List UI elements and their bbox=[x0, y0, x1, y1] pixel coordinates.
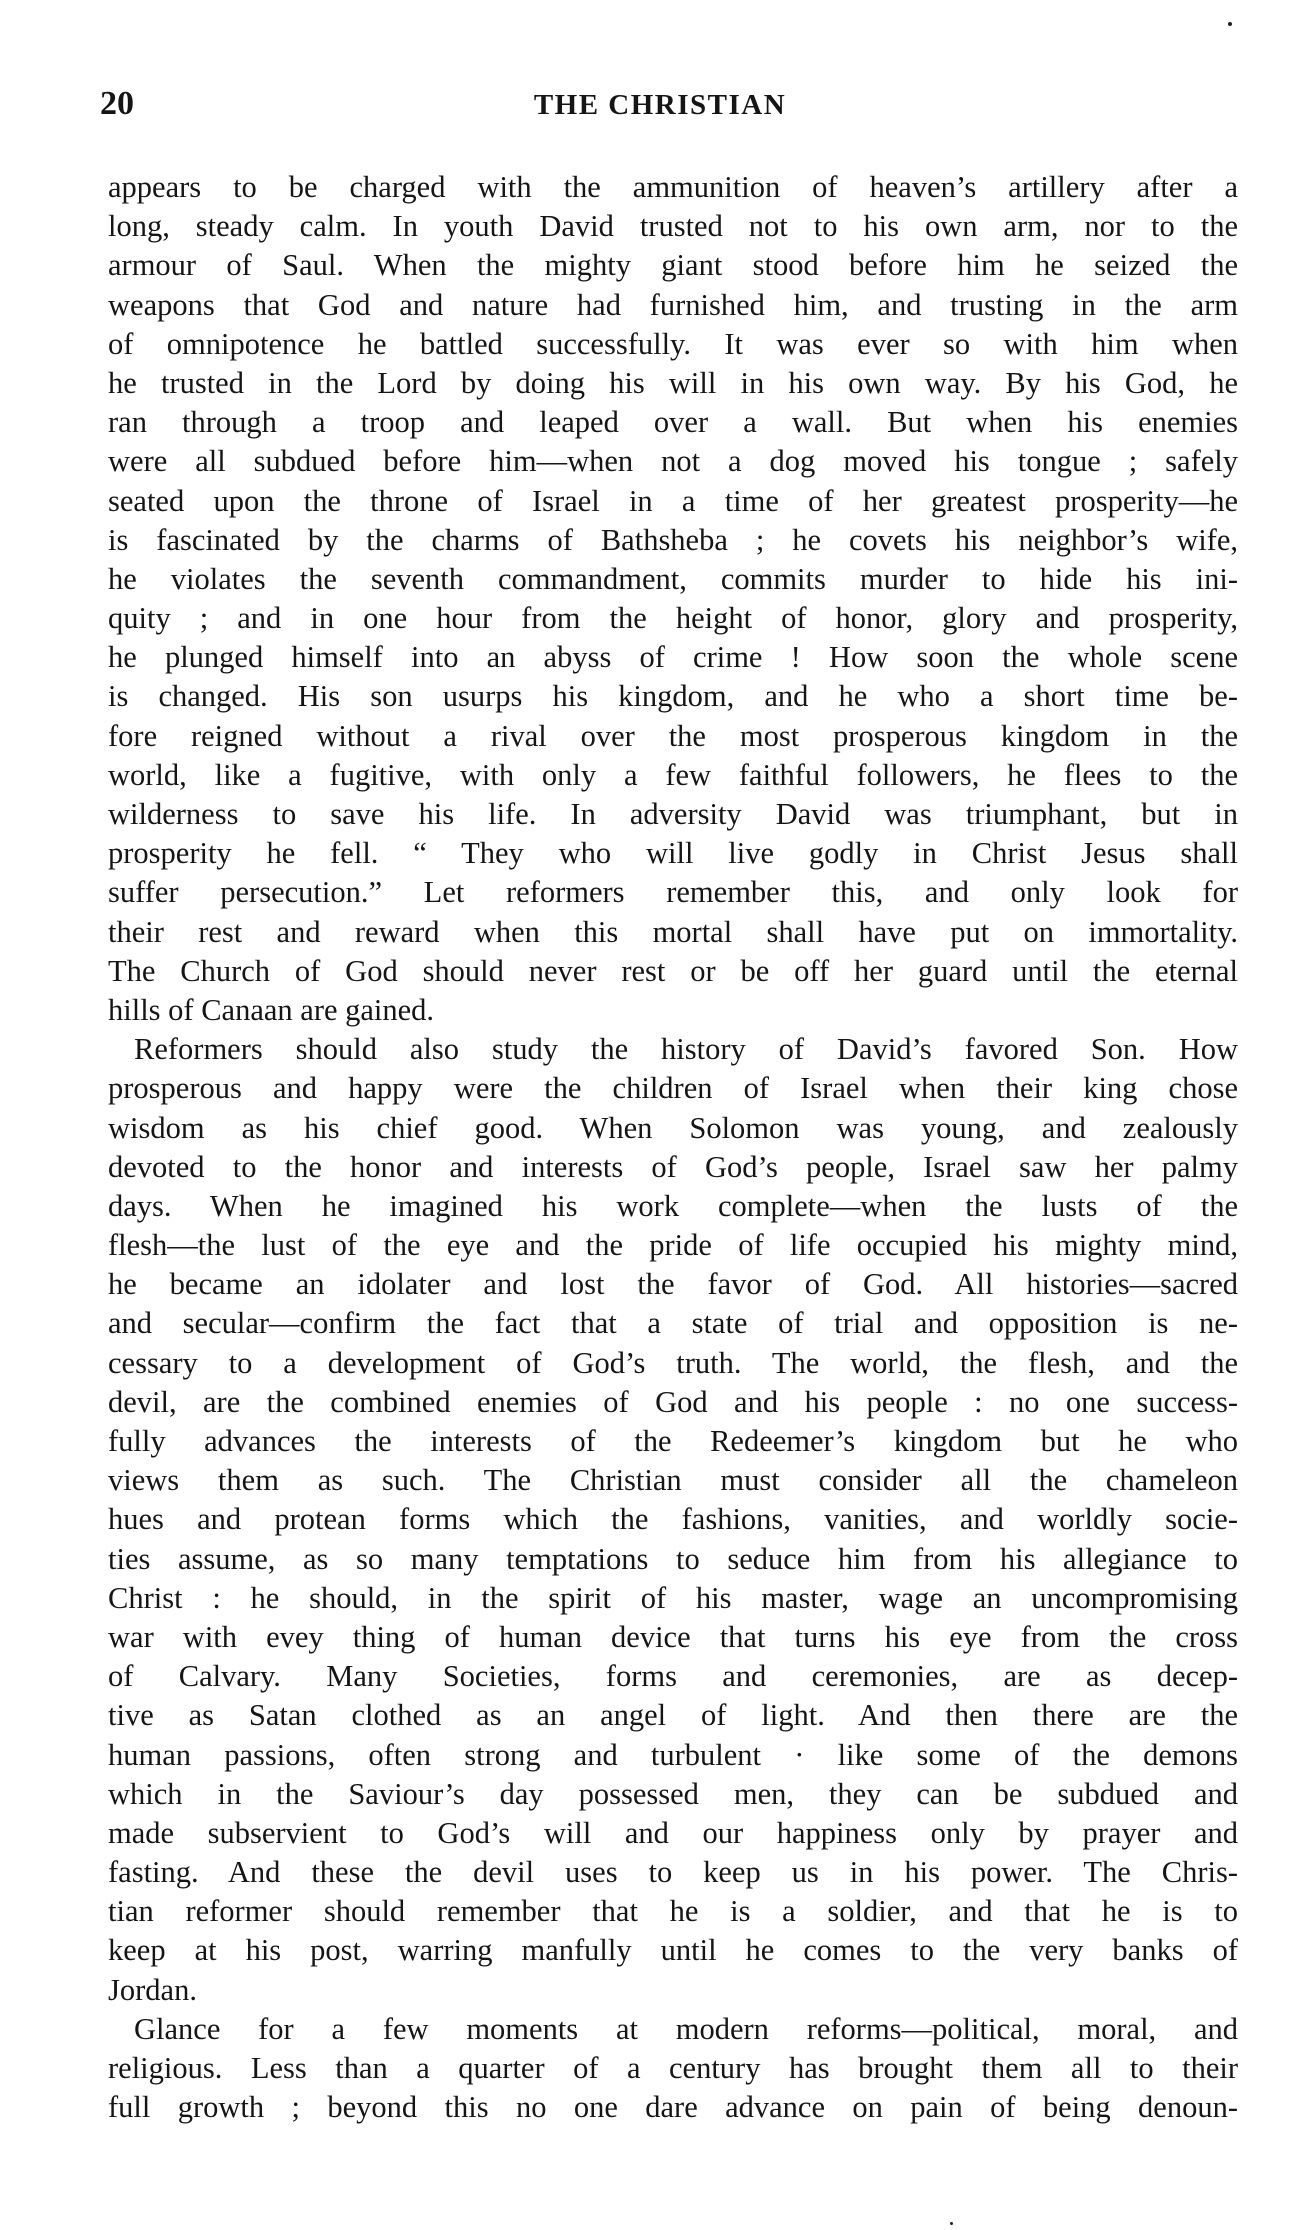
text-line: The Church of God should never rest or be off her guard until the eternal bbox=[108, 953, 1238, 988]
text-line: keep at his post, warring manfully until he comes to the very banks of bbox=[108, 1933, 1238, 1968]
body-text bbox=[108, 168, 1238, 2127]
text-line: flesh—the lust of the eye and the pride of life occupied his mighty mind, bbox=[108, 1228, 1238, 1263]
text-line: prosperous and happy were the children of Israel when their king chose bbox=[108, 1071, 1238, 1106]
text-line: days. When he imagined his work complete—when the lusts of the bbox=[108, 1188, 1238, 1223]
text-line: ran through a troop and leaped over a wall. But when his enemies bbox=[108, 405, 1238, 440]
text-line: Christ : he should, in the spirit of his master, wage an uncompromising bbox=[108, 1580, 1238, 1615]
text-line: of Calvary. Many Societies, forms and ceremonies, are as decep- bbox=[108, 1659, 1238, 1694]
text-line: tive as Satan clothed as an angel of light. And then there are the bbox=[108, 1698, 1238, 1733]
text-line: which in the Saviour’s day possessed men, they can be subdued and bbox=[108, 1776, 1238, 1811]
text-line: war with evey thing of human device that turns his eye from the cross bbox=[108, 1619, 1238, 1654]
text-line: seated upon the throne of Israel in a time of her greatest prosperity—he bbox=[108, 483, 1238, 518]
text-line: fully advances the interests of the Redeemer’s kingdom but he who bbox=[108, 1424, 1238, 1458]
text-line: Jordan. bbox=[108, 1972, 197, 2007]
text-line: long, steady calm. In youth David trusted not to his own arm, nor to the bbox=[108, 209, 1238, 244]
text-line: he became an idolater and lost the favor of God. All histories—sacred bbox=[108, 1267, 1238, 1302]
text-line: views them as such. The Christian must consider all the chameleon bbox=[108, 1463, 1238, 1498]
text-line: religious. Less than a quarter of a century has brought them all to their bbox=[108, 2051, 1238, 2085]
text-line: suffer persecution.” Let reformers remember this, and only look for bbox=[108, 875, 1238, 910]
ink-speck bbox=[1228, 22, 1232, 26]
text-line: hues and protean forms which the fashions, vanities, and worldly socie- bbox=[108, 1502, 1238, 1537]
text-line: human passions, often strong and turbulent · like some of the demons bbox=[108, 1737, 1238, 1772]
text-line: Reformers should also study the history of David’s favored Son. How bbox=[134, 1032, 1238, 1067]
text-line: cessary to a development of God’s truth. The world, the flesh, and the bbox=[108, 1345, 1238, 1380]
text-line: quity ; and in one hour from the height of honor, glory and prosperity, bbox=[108, 601, 1238, 636]
text-line: of omnipotence he battled successfully. It was ever so with him when bbox=[108, 326, 1238, 361]
text-line: he plunged himself into an abyss of crime ! How soon the whole scene bbox=[108, 640, 1238, 675]
text-line: ties assume, as so many temptations to seduce him from his allegiance to bbox=[108, 1541, 1238, 1576]
text-line: wisdom as his chief good. When Solomon was young, and zealously bbox=[108, 1110, 1238, 1145]
text-line: appears to be charged with the ammunition of heaven’s artillery after a bbox=[108, 170, 1238, 204]
text-line: prosperity he fell. “ They who will live godly in Christ Jesus shall bbox=[108, 836, 1238, 871]
text-line: he violates the seventh commandment, commits murder to hide his ini- bbox=[108, 561, 1238, 596]
text-line: is fascinated by the charms of Bathsheba ; he covets his neighbor’s wife, bbox=[108, 522, 1238, 557]
text-line: hills of Canaan are gained. bbox=[108, 992, 435, 1027]
text-line: made subservient to God’s will and our happiness only by prayer and bbox=[108, 1815, 1238, 1850]
text-line: wilderness to save his life. In adversity David was triumphant, but in bbox=[108, 797, 1238, 831]
text-line: he trusted in the Lord by doing his will in his own way. By his God, he bbox=[108, 365, 1238, 400]
text-line: and secular—confirm the fact that a state of trial and opposition is ne- bbox=[108, 1306, 1238, 1341]
running-title: THE CHRISTIAN bbox=[533, 89, 787, 121]
ink-speck bbox=[950, 2222, 953, 2225]
text-line: devil, are the combined enemies of God and his people : no one success- bbox=[108, 1384, 1238, 1419]
text-line: armour of Saul. When the mighty giant stood before him he seized the bbox=[108, 248, 1238, 283]
text-line: tian reformer should remember that he is a soldier, and that he is to bbox=[108, 1894, 1238, 1929]
text-line: devoted to the honor and interests of God’s people, Israel saw her palmy bbox=[108, 1149, 1238, 1184]
text-line: were all subdued before him—when not a dog moved his tongue ; safely bbox=[108, 444, 1238, 479]
text-line: is changed. His son usurps his kingdom, and he who a short time be- bbox=[108, 679, 1238, 714]
text-line: their rest and reward when this mortal shall have put on immortality. bbox=[108, 914, 1238, 949]
text-line: weapons that God and nature had furnished him, and trusting in the arm bbox=[108, 287, 1238, 322]
text-line: fasting. And these the devil uses to keep us in his power. The Chris- bbox=[108, 1855, 1238, 1890]
page-number: 20 bbox=[100, 85, 134, 122]
text-line: world, like a fugitive, with only a few faithful followers, he flees to the bbox=[108, 757, 1238, 792]
text-line: fore reigned without a rival over the most prosperous kingdom in the bbox=[108, 718, 1238, 753]
text-line: Glance for a few moments at modern reforms—political, moral, and bbox=[134, 2011, 1238, 2046]
text-line: full growth ; beyond this no one dare advance on pain of being denoun- bbox=[108, 2090, 1238, 2125]
page-header bbox=[95, 85, 1225, 145]
